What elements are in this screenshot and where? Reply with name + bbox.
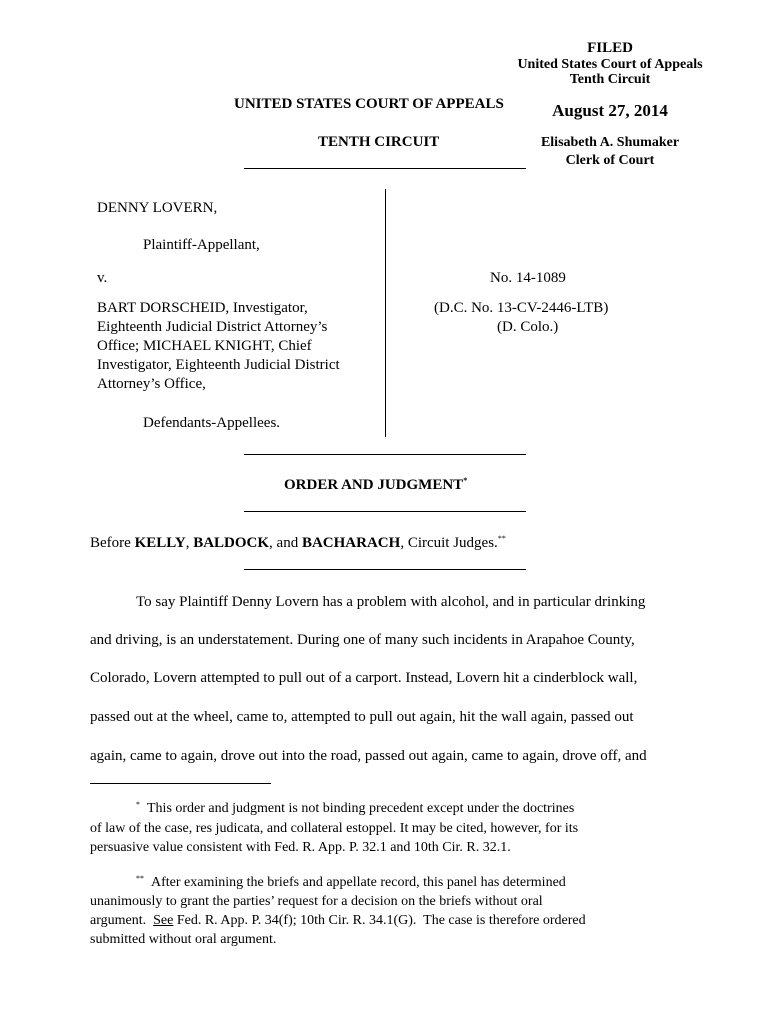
footnote-2-argument: argument.	[90, 913, 154, 928]
dc-number: (D.C. No. 13-CV-2446-LTB)	[434, 300, 609, 316]
versus: v.	[97, 270, 108, 286]
case-number: No. 14-1089	[490, 270, 566, 286]
footnote-separator	[90, 783, 271, 784]
panel-sep: ,	[185, 535, 190, 551]
title-rule	[244, 511, 526, 512]
body-line: Colorado, Lovern attempted to pull out of a carport. Instead, Lovern hit a cinderblock wall,	[90, 670, 638, 686]
district: (D. Colo.)	[497, 319, 559, 335]
filed-circuit: Tenth Circuit	[569, 72, 651, 87]
panel-rule	[244, 569, 526, 570]
footnote-1-line: persuasive value consistent with Fed. R. App. P. 32.1 and 10th Cir. R. 32.1.	[90, 840, 511, 855]
footnote-2-citation: Fed. R. App. P. 34(f); 10th Cir. R. 34.1(G). The case is therefore ordered	[173, 913, 586, 928]
panel-footnote-mark: **	[497, 534, 506, 543]
footnote-2-mark: **	[136, 874, 144, 883]
footnote-2-line: unanimously to grant the parties’ request for a decision on the briefs without oral	[90, 894, 543, 909]
judge-bacharach: BACHARACH	[301, 535, 401, 551]
footnote-1-mark: *	[136, 800, 140, 809]
filed-label: FILED	[587, 40, 633, 56]
body-line: again, came to again, drove out into the road, passed out again, came to again, drove off, and	[90, 748, 647, 764]
header-rule	[244, 168, 526, 169]
footnote-2-text: After examining the briefs and appellate record, this panel has determined	[151, 875, 566, 890]
defendant-line: Eighteenth Judicial District Attorney’s	[97, 319, 328, 335]
document-title-text: ORDER AND JUDGMENT	[284, 477, 464, 493]
footnote-2-line: submitted without oral argument.	[90, 932, 277, 947]
defendant-line: BART DORSCHEID, Investigator,	[97, 300, 308, 316]
caption-divider	[385, 189, 386, 437]
body-line: passed out at the wheel, came to, attempted to pull out again, hit the wall again, passed out	[90, 709, 634, 725]
title-footnote-mark: *	[463, 476, 468, 485]
plaintiff-role: Plaintiff-Appellant,	[143, 237, 260, 253]
clerk-title: Clerk of Court	[565, 153, 655, 168]
caption-rule	[244, 454, 526, 455]
footnote-2-line	[90, 913, 586, 929]
footnote-1-line: of law of the case, res judicata, and collateral estoppel. It may be cited, however, for its	[90, 821, 579, 836]
circuit-heading: TENTH CIRCUIT	[318, 134, 440, 150]
defendant-line: Office; MICHAEL KNIGHT, Chief	[97, 338, 312, 354]
see-signal: See	[153, 913, 174, 928]
body-line: and driving, is an understatement. During one of many such incidents in Arapahoe County,	[90, 632, 635, 648]
footnote-1-text: This order and judgment is not binding precedent except under the doctrines	[147, 801, 575, 816]
footnote-2-line	[136, 875, 566, 891]
clerk-name: Elisabeth A. Shumaker	[540, 135, 680, 150]
panel-line	[90, 535, 506, 552]
plaintiff-name: DENNY LOVERN,	[97, 200, 218, 216]
defendants-role: Defendants-Appellees.	[143, 415, 281, 431]
body-line: To say Plaintiff Denny Lovern has a problem with alcohol, and in particular drinking	[136, 594, 646, 610]
defendant-line: Attorney’s Office,	[97, 376, 206, 392]
panel-sep: , and	[269, 535, 299, 551]
filed-court: United States Court of Appeals	[517, 57, 703, 72]
footnote-1-line	[136, 801, 574, 817]
defendant-line: Investigator, Eighteenth Judicial District	[97, 357, 340, 373]
judge-baldock: BALDOCK	[193, 535, 270, 551]
court-heading: UNITED STATES COURT OF APPEALS	[234, 96, 504, 112]
judge-kelly: KELLY	[134, 535, 186, 551]
panel-suffix: , Circuit Judges.	[400, 535, 498, 551]
panel-before: Before	[90, 535, 131, 551]
filed-date: August 27, 2014	[552, 101, 668, 120]
document-title	[284, 477, 467, 494]
